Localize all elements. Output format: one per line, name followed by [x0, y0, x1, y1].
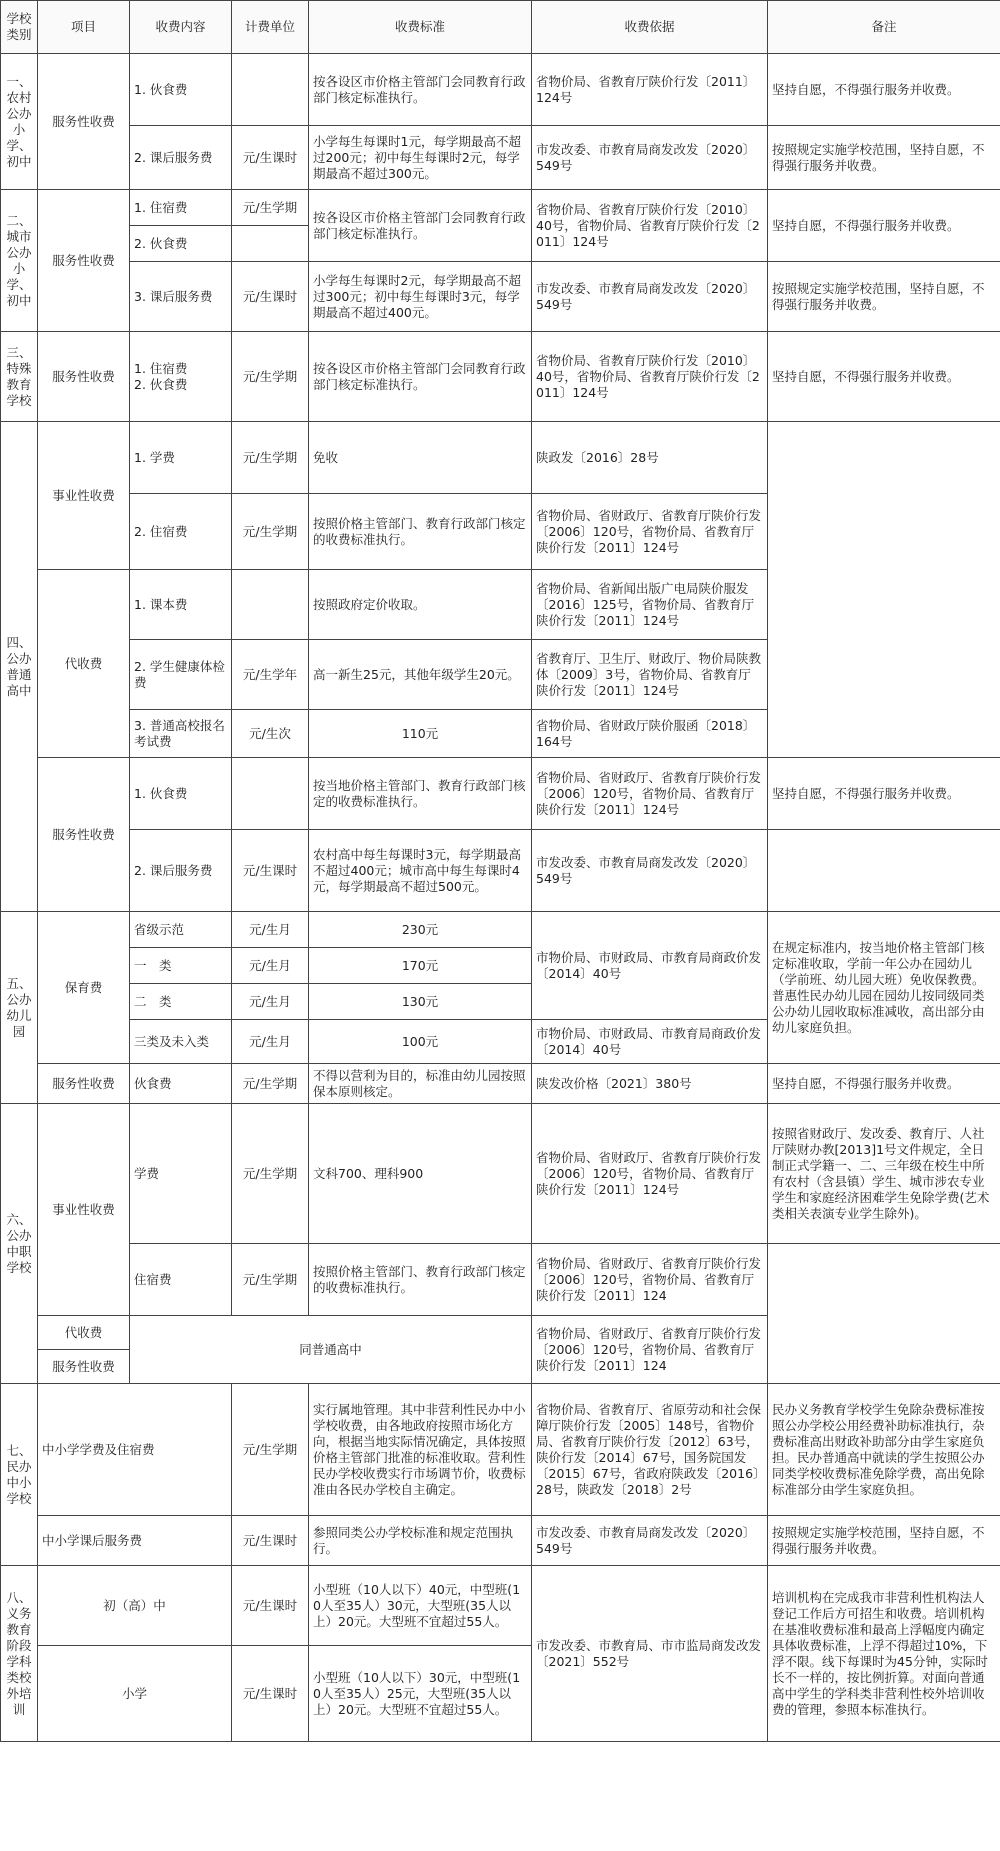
basis-cell: 陕政发〔2016〕28号	[532, 422, 768, 494]
unit-cell: 元/生月	[232, 984, 309, 1020]
content-cell: 2. 住宿费	[130, 494, 232, 570]
standard-cell: 130元	[309, 984, 532, 1020]
standard-cell: 参照同类公办学校标准和规定范围执行。	[309, 1516, 532, 1566]
unit-cell: 元/生月	[232, 912, 309, 948]
table-row	[1, 758, 1000, 830]
unit-cell	[232, 54, 309, 126]
basis-cell: 市发改委、市教育局商发改发〔2020〕549号	[532, 830, 768, 912]
table-row	[1, 1064, 1000, 1104]
header-row	[1, 1, 1000, 54]
school-type-cell: 八、义务教育阶段学科类校外培训	[1, 1566, 38, 1742]
basis-cell: 省教育厅、卫生厅、财政厅、物价局陕教体〔2009〕3号，省物价局、省教育厅陕价行发〔2011〕124号	[532, 640, 768, 710]
unit-cell: 元/生学期	[232, 1384, 309, 1516]
table-row	[1, 126, 1000, 190]
basis-cell: 省物价局、省财政厅、省教育厅陕价行发〔2006〕120号，省物价局、省教育厅陕价行发〔2011〕124号	[532, 758, 768, 830]
standard-cell: 按各设区市价格主管部门会同教育行政部门核定标准执行。	[309, 54, 532, 126]
project-cell: 服务性收费	[38, 54, 130, 190]
table-row	[1, 1516, 1000, 1566]
basis-cell: 省物价局、省教育厅陕价行发〔2011〕124号	[532, 54, 768, 126]
unit-cell: 元/生学期	[232, 422, 309, 494]
content-cell: 2. 课后服务费	[130, 830, 232, 912]
content-cell: 2. 学生健康体检费	[130, 640, 232, 710]
content-cell: 1. 伙食费	[130, 54, 232, 126]
header-school-type: 学校类别	[1, 1, 38, 54]
project-cell: 服务性收费	[38, 1064, 130, 1104]
unit-cell: 元/生课时	[232, 262, 309, 332]
project-cell: 中小学课后服务费	[38, 1516, 232, 1566]
table-row	[1, 1566, 1000, 1646]
basis-cell: 市发改委、市教育局商发改发〔2020〕549号	[532, 1516, 768, 1566]
school-type-cell: 四、公办普通高中	[1, 422, 38, 912]
content-cell: 3. 课后服务费	[130, 262, 232, 332]
table-row	[1, 54, 1000, 126]
unit-cell: 元/生课时	[232, 126, 309, 190]
content-cell: 1. 学费	[130, 422, 232, 494]
basis-cell: 市发改委、市教育局商发改发〔2020〕549号	[532, 126, 768, 190]
standard-cell: 免收	[309, 422, 532, 494]
project-cell: 中小学学费及住宿费	[38, 1384, 232, 1516]
standard-cell: 小学每生每课时2元，每学期最高不超过300元；初中每生每课时3元，每学期最高不超过400元。	[309, 262, 532, 332]
project-cell: 小学	[38, 1646, 232, 1742]
project-cell: 代收费	[38, 1316, 130, 1350]
basis-cell: 省物价局、省教育厅陕价行发〔2010〕40号，省物价局、省教育厅陕价行发〔2011〕124号	[532, 332, 768, 422]
basis-cell: 省物价局、省财政厅、省教育厅陕价行发〔2006〕120号，省物价局、省教育厅陕价行发〔2011〕124	[532, 1316, 768, 1384]
remark-cell: 民办义务教育学校学生免除杂费标准按照公办学校公用经费补助标准执行，杂费标准高出财政补助部分由学生家庭负担。民办普通高中就读的学生按照公办同类学校收费标准免除学费，高出免除标准部分由学生家庭负担。	[768, 1384, 1000, 1516]
standard-cell: 高一新生25元，其他年级学生20元。	[309, 640, 532, 710]
unit-cell: 元/生学期	[232, 1064, 309, 1104]
project-cell: 初（高）中	[38, 1566, 232, 1646]
standard-cell: 110元	[309, 710, 532, 758]
content-cell: 学费	[130, 1104, 232, 1244]
standard-cell: 170元	[309, 948, 532, 984]
unit-cell	[232, 758, 309, 830]
basis-cell: 市发改委、市教育局、市市监局商发改发〔2021〕552号	[532, 1566, 768, 1742]
unit-cell: 元/生课时	[232, 1516, 309, 1566]
basis-cell: 陕发改价格〔2021〕380号	[532, 1064, 768, 1104]
header-content: 收费内容	[130, 1, 232, 54]
header-remark: 备注	[768, 1, 1000, 54]
project-cell: 事业性收费	[38, 1104, 130, 1316]
content-cell: 省级示范	[130, 912, 232, 948]
standard-cell: 按照政府定价收取。	[309, 570, 532, 640]
table-row	[1, 1104, 1000, 1244]
header-standard: 收费标准	[309, 1, 532, 54]
basis-cell: 省物价局、省财政厅、省教育厅陕价行发〔2006〕120号，省物价局、省教育厅陕价行发〔2011〕124号	[532, 494, 768, 570]
content-cell: 1. 伙食费	[130, 758, 232, 830]
content-cell: 一 类	[130, 948, 232, 984]
project-cell: 服务性收费	[38, 1350, 130, 1384]
project-cell: 保育费	[38, 912, 130, 1064]
table-row	[1, 262, 1000, 332]
basis-cell: 省物价局、省财政厅、省教育厅陕价行发〔2006〕120号，省物价局、省教育厅陕价行发〔2011〕124号	[532, 1104, 768, 1244]
standard-cell: 按当地价格主管部门、教育行政部门核定的收费标准执行。	[309, 758, 532, 830]
unit-cell: 元/生课时	[232, 830, 309, 912]
school-type-cell: 二、城市公办小学、初中	[1, 190, 38, 332]
standard-cell: 小学每生每课时1元，每学期最高不超过200元；初中每生每课时2元，每学期最高不超过300元。	[309, 126, 532, 190]
standard-cell: 230元	[309, 912, 532, 948]
remark-cell	[768, 422, 1000, 758]
remark-cell: 按照规定实施学校范围，坚持自愿，不得强行服务并收费。	[768, 262, 1000, 332]
school-type-cell: 七、民办中小学校	[1, 1384, 38, 1566]
standard-cell: 小型班（10人以下）30元，中型班(10人至35人）25元，大型班(35人以上）20元。大型班不宜超过55人。	[309, 1646, 532, 1742]
standard-cell: 实行属地管理。其中非营利性民办中小学校收费，由各地政府按照市场化方向，根据当地实际情况确定，具体按照价格主管部门批准的标准收取。营利性民办学校收费实行市场调节价，收费标准由各民办学校自主确定。	[309, 1384, 532, 1516]
basis-cell: 省物价局、省财政厅陕价服函〔2018〕164号	[532, 710, 768, 758]
basis-cell: 省物价局、省财政厅、省教育厅陕价行发〔2006〕120号，省物价局、省教育厅陕价行发〔2011〕124	[532, 1244, 768, 1316]
unit-cell: 元/生月	[232, 948, 309, 984]
unit-cell: 元/生学期	[232, 494, 309, 570]
project-cell: 代收费	[38, 570, 130, 758]
content-cell: 1. 住宿费 2. 伙食费	[130, 332, 232, 422]
content-cell: 3. 普通高校报名考试费	[130, 710, 232, 758]
school-type-cell: 三、特殊教育学校	[1, 332, 38, 422]
basis-cell: 市发改委、市教育局商发改发〔2020〕549号	[532, 262, 768, 332]
remark-cell: 按照规定实施学校范围，坚持自愿，不得强行服务并收费。	[768, 1516, 1000, 1566]
project-cell: 服务性收费	[38, 332, 130, 422]
unit-cell: 元/生学期	[232, 332, 309, 422]
standard-cell: 按照价格主管部门、教育行政部门核定的收费标准执行。	[309, 494, 532, 570]
table-row	[1, 912, 1000, 948]
standard-cell: 农村高中每生每课时3元，每学期最高不超过400元；城市高中每生每课时4元，每学期最高不超过500元。	[309, 830, 532, 912]
remark-cell: 坚持自愿，不得强行服务并收费。	[768, 758, 1000, 830]
remark-cell: 按照规定实施学校范围，坚持自愿，不得强行服务并收费。	[768, 126, 1000, 190]
unit-cell	[232, 226, 309, 262]
content-cell: 三类及未入类	[130, 1020, 232, 1064]
standard-cell: 小型班（10人以下）40元，中型班(10人至35人）30元，大型班(35人以上）20元。大型班不宜超过55人。	[309, 1566, 532, 1646]
basis-cell: 省物价局、省教育厅陕价行发〔2010〕40号，省物价局、省教育厅陕价行发〔2011〕124号	[532, 190, 768, 262]
unit-cell: 元/生课时	[232, 1566, 309, 1646]
content-cell: 伙食费	[130, 1064, 232, 1104]
unit-cell: 元/生次	[232, 710, 309, 758]
unit-cell: 元/生月	[232, 1020, 309, 1064]
remark-cell: 坚持自愿，不得强行服务并收费。	[768, 54, 1000, 126]
unit-cell: 元/生学期	[232, 1104, 309, 1244]
header-project: 项目	[38, 1, 130, 54]
content-cell: 2. 课后服务费	[130, 126, 232, 190]
remark-cell	[768, 830, 1000, 912]
content-cell: 1. 课本费	[130, 570, 232, 640]
standard-cell: 100元	[309, 1020, 532, 1064]
standard-cell: 不得以营利为目的，标准由幼儿园按照保本原则核定。	[309, 1064, 532, 1104]
unit-cell: 元/生课时	[232, 1646, 309, 1742]
remark-cell	[768, 1244, 1000, 1384]
table-row	[1, 190, 1000, 226]
standard-cell: 按各设区市价格主管部门会同教育行政部门核定标准执行。	[309, 190, 532, 262]
unit-cell: 元/生学年	[232, 640, 309, 710]
school-type-cell: 一、农村公办小学、初中	[1, 54, 38, 190]
standard-cell: 文科700、理科900	[309, 1104, 532, 1244]
remark-cell: 坚持自愿，不得强行服务并收费。	[768, 1064, 1000, 1104]
table-row	[1, 830, 1000, 912]
table-row	[1, 1384, 1000, 1516]
remark-cell: 按照省财政厅、发改委、教育厅、人社厅陕财办教[2013]1号文件规定，全日制正式学籍一、二、三年级在校生中所有农村（含县镇）学生、城市涉农专业学生和家庭经济困难学生免除学费(艺术类相关表演专业学生除外)。	[768, 1104, 1000, 1244]
basis-cell: 市物价局、市财政局、市教育局商政价发〔2014〕40号	[532, 1020, 768, 1064]
content-cell: 2. 伙食费	[130, 226, 232, 262]
table-row	[1, 332, 1000, 422]
project-cell: 服务性收费	[38, 758, 130, 912]
school-type-cell: 六、公办中职学校	[1, 1104, 38, 1384]
unit-cell	[232, 570, 309, 640]
remark-cell: 在规定标准内，按当地价格主管部门核定标准收取，学前一年公办在园幼儿（学前班、幼儿园大班）免收保教费。普惠性民办幼儿园在园幼儿按同级同类公办幼儿园收取标准减收，高出部分由幼儿家庭负担。	[768, 912, 1000, 1064]
standard-cell: 按照价格主管部门、教育行政部门核定的收费标准执行。	[309, 1244, 532, 1316]
header-unit: 计费单位	[232, 1, 309, 54]
remark-cell: 培训机构在完成我市非营利性机构法人登记工作后方可招生和收费。培训机构在基准收费标准和最高上浮幅度内确定具体收费标准，上浮不得超过10%，下浮不限。线下每课时为45分钟，实际时长不一样的，按比例折算。对面向普通高中学生的学科类非营利性校外培训收费的管理，参照本标准执行。	[768, 1566, 1000, 1742]
basis-cell: 市物价局、市财政局、市教育局商政价发〔2014〕40号	[532, 912, 768, 1020]
project-cell: 服务性收费	[38, 190, 130, 332]
standard-cell: 按各设区市价格主管部门会同教育行政部门核定标准执行。	[309, 332, 532, 422]
school-type-cell: 五、公办幼儿园	[1, 912, 38, 1104]
unit-cell: 元/生学期	[232, 1244, 309, 1316]
content-cell: 二 类	[130, 984, 232, 1020]
content-cell: 1. 住宿费	[130, 190, 232, 226]
table-row	[1, 1244, 1000, 1316]
table-row	[1, 422, 1000, 494]
header-basis: 收费依据	[532, 1, 768, 54]
content-cell: 住宿费	[130, 1244, 232, 1316]
basis-cell: 省物价局、省教育厅、省原劳动和社会保障厅陕价行发〔2005〕148号，省物价局、省教育厅陕价行发〔2012〕63号，陕价行发〔2014〕67号，国务院国发〔2015〕67号，省政府陕政发〔2016〕28号，陕政发〔2018〕2号	[532, 1384, 768, 1516]
remark-cell: 坚持自愿，不得强行服务并收费。	[768, 190, 1000, 262]
basis-cell: 省物价局、省新闻出版广电局陕价服发〔2016〕125号，省物价局、省教育厅陕价行发〔2011〕124号	[532, 570, 768, 640]
unit-cell: 元/生学期	[232, 190, 309, 226]
standard-cell: 同普通高中	[130, 1316, 532, 1384]
remark-cell: 坚持自愿，不得强行服务并收费。	[768, 332, 1000, 422]
project-cell: 事业性收费	[38, 422, 130, 570]
